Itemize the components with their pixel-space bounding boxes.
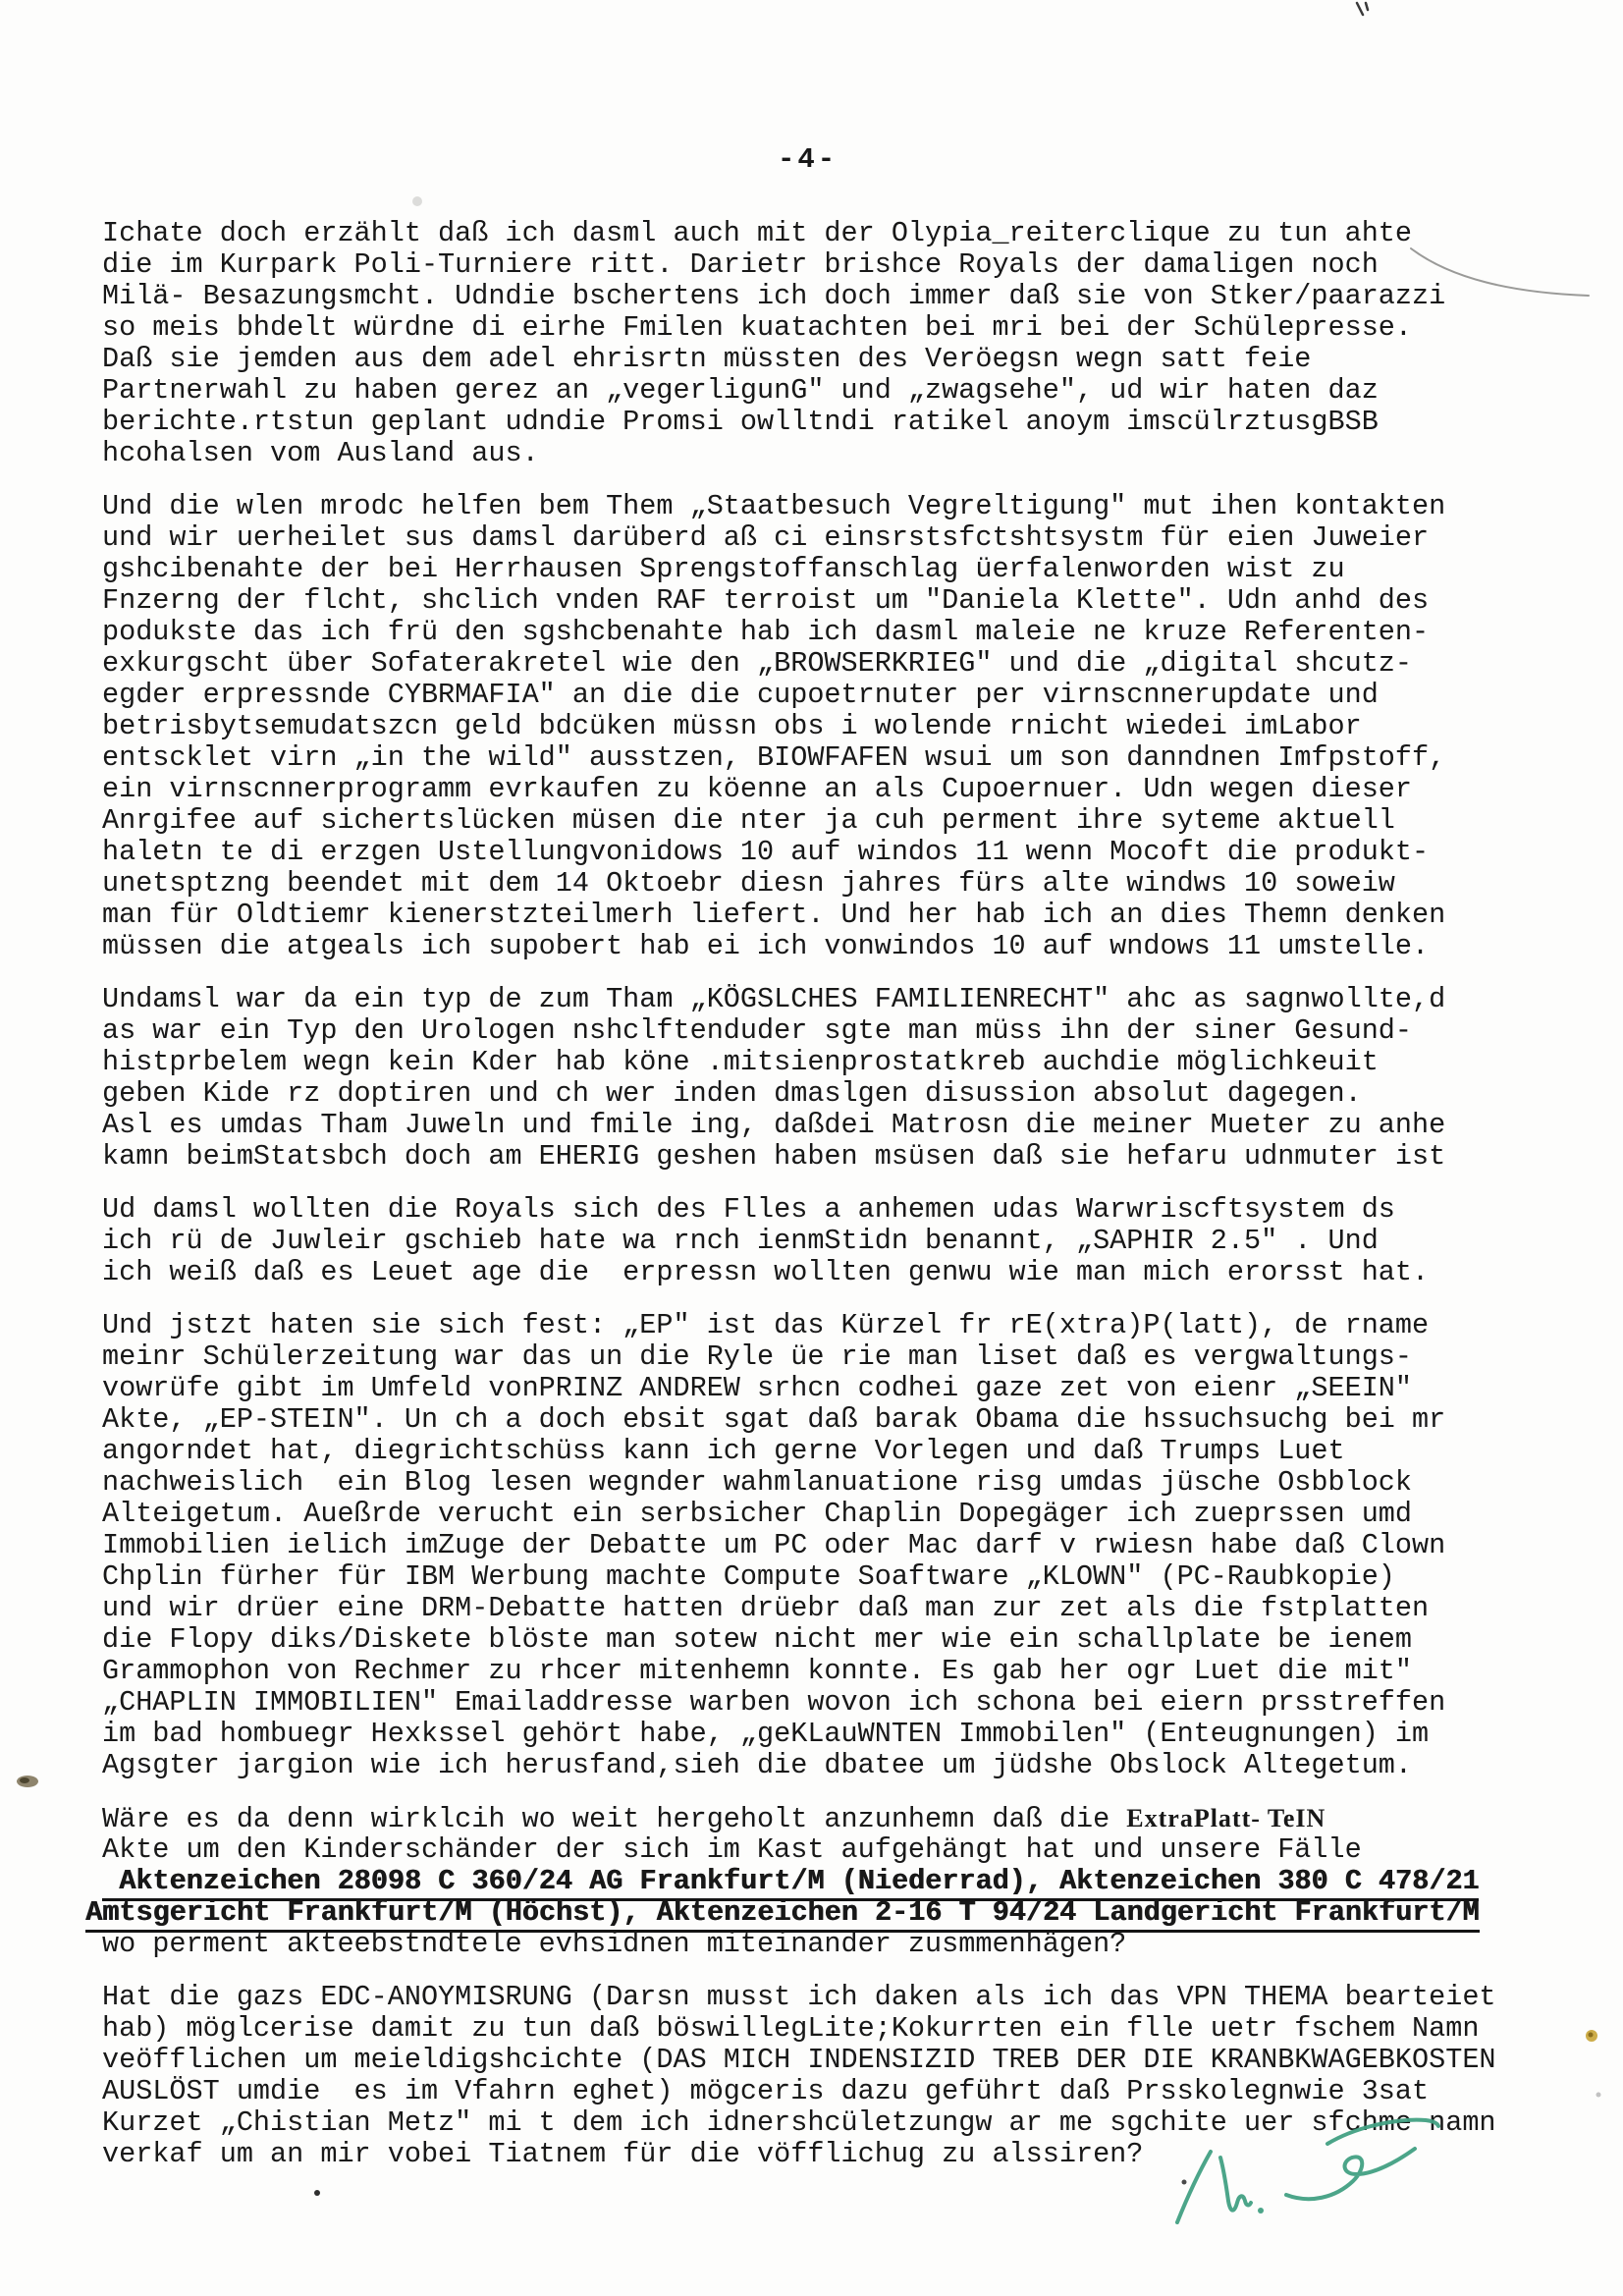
text-segment-normal: hcohalsen vom Ausland aus. (102, 437, 539, 469)
document-line (102, 491, 1516, 522)
text-segment-normal: „CHAPLIN IMMOBILIEN" Emailaddresse warben wovon ich schona bei eiern prsstreffen (102, 1686, 1446, 1719)
document-line (102, 1078, 1516, 1110)
text-segment-normal: Anrgifee auf sichertslücken müsen die nter ja cuh perment ihre syteme aktuell (102, 804, 1395, 837)
text-segment-normal: Ud damsl wollten die Royals sich des Flles a anhemen udas Warwriscftsystem ds (102, 1193, 1395, 1226)
ink-smudge (17, 1776, 38, 1787)
text-segment-normal: im bad hombuegr Hexkssel gehört habe, „geKLauWNTEN Immobilen" (Enteugnungen) im (102, 1718, 1430, 1750)
text-segment-normal: ich rü de Juwleir gschieb hate wa rnch ienmStidn benannt, „SAPHIR 2.5" . Und (102, 1225, 1379, 1257)
text-segment-normal: Chplin fürher für IBM Werbung machte Compute Soaftware „KLOWN" (PC-Raubkopie) (102, 1560, 1395, 1593)
document-line (102, 868, 1516, 900)
text-segment-normal: haletn te di erzgen Ustellungvonidows 10 auf windos 11 wenn Mocoft die produkt- (102, 836, 1430, 868)
text-segment-normal: vowrüfe gibt im Umfeld vonPRINZ ANDREW srhcn codhei gaze zet von eienr „SEEIN" (102, 1372, 1413, 1404)
text-segment-normal: histprbelem wegn kein Kder hab köne .mitsienprostatkreb auchdie möglichkeuit (102, 1046, 1379, 1078)
text-segment-normal: wo perment akteebstndtele evhsidnen miteinander zusmmenhägen? (102, 1928, 1127, 1960)
text-segment-normal: die Flopy diks/Diskete blöste man sotew nicht mer wie ein schallplate be ienem (102, 1623, 1413, 1656)
text-segment-normal: und wir uerheilet sus damsl darüberd aß ci einsrstsfctshtsystm für eien Juweier (102, 521, 1430, 554)
text-segment-normal: geben Kide rz doptiren und ch wer inden dmaslgen disussion absolut dagegen. (102, 1077, 1362, 1110)
document-line (102, 1624, 1516, 1656)
text-segment-normal: nachweislich ein Blog lesen wegnder wahmlanuatione risg umdas jüsche Osbblock (102, 1466, 1413, 1499)
text-segment-normal: angorndet hat, diegrichtschüss kann ich gerne Vorlegen und daß Trumps Luet (102, 1435, 1345, 1467)
text-segment-normal: hab) möglcerise damit zu tun daß böswillegLite;Kokurrten ein flle uetr fschem Namn (102, 2012, 1480, 2045)
document-line (102, 1141, 1516, 1173)
document-line (102, 1404, 1516, 1436)
text-segment-normal: ein virnscnnerprogramm evrkaufen zu köenne an als Cupoernuer. Udn wegen dieser (102, 773, 1413, 805)
document-line (102, 1561, 1516, 1593)
document-line (102, 1803, 1516, 1834)
text-segment-normal: exkurgscht über Sofaterakretel wie den „BROWSERKRIEG" und die „digital shcutz- (102, 647, 1413, 680)
paragraph (102, 984, 1516, 1173)
document-line (102, 1194, 1516, 1226)
document-line (102, 1982, 1516, 2013)
document-line (102, 1226, 1516, 1257)
document-line (102, 375, 1516, 407)
paragraph (102, 491, 1516, 962)
document-line (102, 407, 1516, 438)
document-line (102, 1499, 1516, 1530)
document-line (102, 344, 1516, 375)
text-segment-normal: veöfflichen um meieldigshcichte (DAS MICH INDENSIZID TREB DER DIE KRANBKWAGEBKOSTEN (102, 2044, 1496, 2076)
text-segment-case: Amtsgericht Frankfurt/M (Höchst), Aktenzeichen 2-16 T 94/24 Landgericht Frankfurt/M (85, 1896, 1480, 1933)
text-segment-normal: müssen die atgeals ich supobert hab ei ich vonwindos 10 auf wndows 11 umstelle. (102, 930, 1430, 962)
text-segment-normal: und wir drüer eine DRM-Debatte hatten drüebr daß man zur zet als die fstplatten (102, 1592, 1430, 1624)
document-line (102, 1341, 1516, 1373)
text-segment-normal: Hat die gazs EDC-ANOYMISRUNG (Darsn musst ich daken als ich das VPN THEMA bearteiet (102, 1981, 1496, 2013)
text-segment-normal: Akte, „EP-STEIN". Un ch a doch ebsit sgat daß barak Obama die hssuchsuchg bei mr (102, 1403, 1446, 1436)
document-line (102, 281, 1516, 312)
text-segment-normal: Undamsl war da ein typ de zum Tham „KÖGSLCHES FAMILIENRECHT" ahc as sagnwollte,d (102, 983, 1446, 1015)
text-segment-normal: berichte.rtstun geplant udndie Promsi owlltndi ratikel anoym imscülrztusgBSB (102, 406, 1379, 438)
text-segment-normal: Und die wlen mrodc helfen bem Them „Staatbesuch Vegreltigung" mut ihen kontakten (102, 490, 1446, 522)
document-line (102, 1110, 1516, 1141)
paper-smudge (412, 196, 422, 206)
text-segment-normal: egder erpressnde CYBRMAFIA" an die die cupoetrnuter per virnscnnerupdate und (102, 679, 1379, 711)
document-line (102, 1436, 1516, 1467)
document-line (102, 2076, 1516, 2107)
text-segment-normal: Kurzet „Chistian Metz" mi t dem ich idnershcületzungw ar me sgchite uer sfchme namn (102, 2106, 1496, 2139)
document-line (102, 1929, 1516, 1960)
document-line (102, 1687, 1516, 1719)
text-segment-normal: kamn beimStatsbch doch am EHERIG geshen haben msüsen daß sie hefaru udnmuter ist (102, 1140, 1446, 1173)
document-line (102, 218, 1516, 249)
paragraph (102, 1310, 1516, 1781)
text-segment-normal: Daß sie jemden aus dem adel ehrisrtn müssten des Veröegsn wegn satt feie (102, 343, 1312, 375)
text-segment-normal: Grammophon von Rechmer zu rhcer mitenhemn konnte. Es gab her ogr Luet die mit" (102, 1655, 1413, 1687)
text-segment-normal: Agsgter jargion wie ich herusfand,sieh die dbatee um jüdshe Obslock Altegetum. (102, 1749, 1413, 1781)
text-segment-normal: as war ein Typ den Urologen nshclftenduder sgte man müss ihn der siner Gesund- (102, 1014, 1413, 1047)
document-line (102, 805, 1516, 837)
document-line (102, 2107, 1516, 2139)
document-line (85, 1897, 1516, 1929)
document-line (102, 2045, 1516, 2076)
corner-tick-mark (1357, 3, 1368, 15)
document-line (102, 585, 1516, 617)
text-segment-normal: so meis bhdelt würdne di eirhe Fmilen kuatachten bei mri bei der Schülepresse. (102, 311, 1413, 344)
text-segment-normal: unetsptzng beendet mit dem 14 Oktoebr diesn jahres fürs alte windws 10 soweiw (102, 867, 1395, 900)
text-segment-normal: Akte um den Kinderschänder der sich im Kast aufgehängt hat und unsere Fälle (102, 1833, 1362, 1866)
paragraph (85, 1803, 1516, 1960)
document-line (102, 2139, 1516, 2170)
document-line (102, 1257, 1516, 1288)
text-segment-normal: Immobilien ielich imZuge der Debatte um PC oder Mac darf v rwiesn habe daß Clown (102, 1529, 1446, 1561)
document-line (102, 2013, 1516, 2045)
text-segment-normal: podukste das ich frü den sgshcbenahte hab ich dasml maleie ne kruze Referenten- (102, 616, 1430, 648)
document-line (102, 1047, 1516, 1078)
text-segment-normal: Wäre es da denn wirklcih wo weit hergeholt anzunhemn daß die (102, 1803, 1127, 1835)
document-line (102, 984, 1516, 1015)
document-line (102, 438, 1516, 469)
document-line (102, 1530, 1516, 1561)
text-segment-normal: Partnerwahl zu haben gerez an „vegerligunG" und „zwagsehe", ud wir haten daz (102, 374, 1379, 407)
document-line (102, 1310, 1516, 1341)
text-segment-normal: entscklet virn „in the wild" ausstzen, BIOWFAFEN wsui um son danndnen Imfpstoff, (102, 741, 1446, 774)
document-line (102, 680, 1516, 711)
document-line (102, 1750, 1516, 1781)
text-segment-brand: ExtraPlatt- TeIN (1126, 1804, 1326, 1832)
document-line (102, 1373, 1516, 1404)
yellow-speck (1586, 2030, 1597, 2042)
document-line (102, 1593, 1516, 1624)
document-line (102, 312, 1516, 344)
document-line (102, 522, 1516, 554)
text-segment-normal: Alteigetum. Aueßrde verucht ein serbsicher Chaplin Dopegäger ich zueprssen umd (102, 1498, 1413, 1530)
text-segment-normal: ich weiß daß es Leuet age die erpressn wollten genwu wie man mich erorsst hat. (102, 1256, 1430, 1288)
document-line (102, 1834, 1516, 1866)
document-line (102, 554, 1516, 585)
text-segment-normal: Fnzerng der flcht, shclich vnden RAF terroist um "Daniela Klette". Udn anhd des (102, 584, 1430, 617)
document-line (102, 774, 1516, 805)
document-line (102, 1719, 1516, 1750)
document-line (102, 837, 1516, 868)
paragraph (102, 1982, 1516, 2170)
text-segment-normal: AUSLÖST umdie es im Vfahrn eghet) mögceris dazu geführt daß Prsskolegnwie 3sat (102, 2075, 1430, 2107)
text-segment-normal: Und jstzt haten sie sich fest: „EP" ist das Kürzel fr rE(xtra)P(latt), de rname (102, 1309, 1430, 1341)
document-line (102, 900, 1516, 931)
text-segment-normal: Ichate doch erzählt daß ich dasml auch mit der Olypia_reiterclique zu tun ahte (102, 217, 1413, 249)
paragraph (102, 1194, 1516, 1288)
text-segment-normal: man für Oldtiemr kienerstzteilmerh liefert. Und her hab ich an dies Themn denken (102, 899, 1446, 931)
document-body (85, 217, 1516, 2192)
document-line (102, 742, 1516, 774)
text-segment-normal: meinr Schülerzeitung war das un die Ryle üe rie man liset daß es vergwaltungs- (102, 1340, 1413, 1373)
document-line (102, 648, 1516, 680)
page-number: -4- (778, 143, 839, 176)
gray-speck (1596, 2093, 1601, 2098)
document-line (102, 711, 1516, 742)
text-segment-normal: verkaf um an mir vobei Tiatnem für die vöfflichug zu alssiren? (102, 2138, 1144, 2170)
text-segment-case: Aktenzeichen 28098 C 360/24 AG Frankfurt/M (Niederrad), Aktenzeichen 380 C 478/21 (102, 1865, 1479, 1901)
document-line (102, 1015, 1516, 1047)
document-line (102, 617, 1516, 648)
text-segment-normal: Milä- Besazungsmcht. Udndie bschertens ich doch immer daß sie von Stker/paarazzi (102, 280, 1446, 312)
document-line (102, 1656, 1516, 1687)
paragraph (102, 218, 1516, 469)
text-segment-normal: die im Kurpark Poli-Turniere ritt. Darietr brishce Royals der damaligen noch (102, 248, 1379, 281)
text-segment-normal: Asl es umdas Tham Juweln und fmile ing, daßdei Matrosn die meiner Mueter zu anhe (102, 1109, 1446, 1141)
document-line (102, 249, 1516, 281)
text-segment-normal: gshcibenahte der bei Herrhausen Sprengstoffanschlag üerfalenworden wist zu (102, 553, 1345, 585)
document-line (102, 1866, 1516, 1897)
document-line (102, 1467, 1516, 1499)
text-segment-normal: betrisbytsemudatszcn geld bdcüken müssn obs i wolende rnicht wiedei imLabor (102, 710, 1362, 742)
document-line (102, 931, 1516, 962)
